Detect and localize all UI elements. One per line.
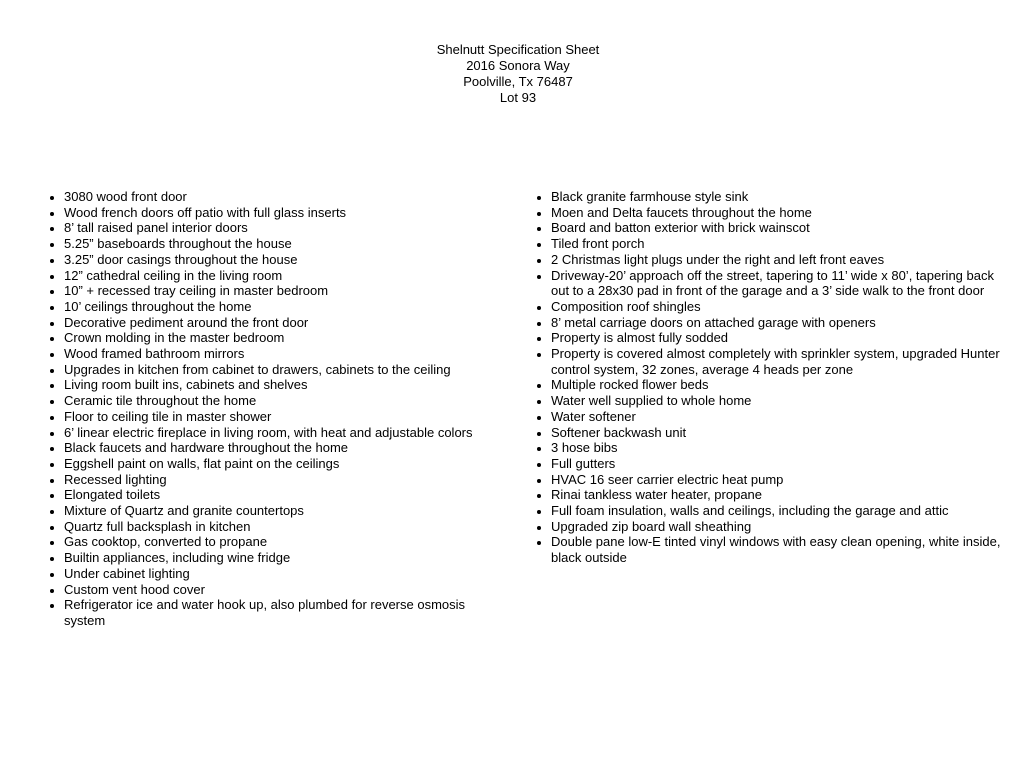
list-item: • Moen and Delta faucets throughout the home — [551, 205, 1001, 221]
list-item: • 12” cathedral ceiling in the living room — [64, 268, 503, 284]
list-item: • Eggshell paint on walls, flat paint on the ceilings — [64, 456, 503, 472]
list-item: • Mixture of Quartz and granite countertops — [64, 503, 503, 519]
list-item: • Floor to ceiling tile in master shower — [64, 409, 503, 425]
list-item: • Composition roof shingles — [551, 299, 1001, 315]
address-line: 2016 Sonora Way — [466, 58, 570, 73]
list-item: • Decorative pediment around the front door — [64, 315, 503, 331]
list-item: • Wood framed bathroom mirrors — [64, 346, 503, 362]
list-item: • Upgrades in kitchen from cabinet to drawers, cabinets to the ceiling — [64, 362, 503, 378]
document-header — [12, 42, 1024, 106]
list-item: • Wood french doors off patio with full glass inserts — [64, 205, 503, 221]
list-item: • Double pane low-E tinted vinyl windows with easy clean opening, white inside, black outside — [551, 534, 1001, 565]
list-item: • Builtin appliances, including wine fridge — [64, 550, 503, 566]
spec-list-right — [527, 189, 1001, 566]
list-item: • 3.25” door casings throughout the house — [64, 252, 503, 268]
list-item: • Board and batton exterior with brick wainscot — [551, 220, 1001, 236]
list-item: • Softener backwash unit — [551, 425, 1001, 441]
list-item: • HVAC 16 seer carrier electric heat pump — [551, 472, 1001, 488]
list-item: • Property is covered almost completely with sprinkler system, upgraded Hunter control system, 32 zones, average 4 heads per zone — [551, 346, 1001, 377]
list-item: • 10” + recessed tray ceiling in master bedroom — [64, 283, 503, 299]
list-item: • Gas cooktop, converted to propane — [64, 534, 503, 550]
list-item: • 8’ tall raised panel interior doors — [64, 220, 503, 236]
list-item: • 6’ linear electric fireplace in living room, with heat and adjustable colors — [64, 425, 503, 441]
list-item: • Ceramic tile throughout the home — [64, 393, 503, 409]
list-item: • Black faucets and hardware throughout the home — [64, 440, 503, 456]
list-item: • Tiled front porch — [551, 236, 1001, 252]
list-item: • Full foam insulation, walls and ceilings, including the garage and attic — [551, 503, 1001, 519]
list-item: • Water well supplied to whole home — [551, 393, 1001, 409]
list-item: • 10’ ceilings throughout the home — [64, 299, 503, 315]
list-item: • Refrigerator ice and water hook up, also plumbed for reverse osmosis system — [64, 597, 503, 628]
lot-number-line: Lot 93 — [499, 90, 537, 105]
list-item: • Multiple rocked flower beds — [551, 377, 1001, 393]
list-item: • 2 Christmas light plugs under the right and left front eaves — [551, 252, 1001, 268]
list-item: • 5.25” baseboards throughout the house — [64, 236, 503, 252]
list-item: • Custom vent hood cover — [64, 582, 503, 598]
list-item: • 8’ metal carriage doors on attached garage with openers — [551, 315, 1001, 331]
list-item: • 3 hose bibs — [551, 440, 1001, 456]
list-item: • 3080 wood front door — [64, 189, 503, 205]
list-item: • Rinai tankless water heater, propane — [551, 487, 1001, 503]
list-item: • Upgraded zip board wall sheathing — [551, 519, 1001, 535]
list-item: • Living room built ins, cabinets and shelves — [64, 377, 503, 393]
spec-list-left — [40, 189, 503, 629]
list-item: • Elongated toilets — [64, 487, 503, 503]
list-item: • Quartz full backsplash in kitchen — [64, 519, 503, 535]
spec-columns — [40, 189, 1001, 629]
list-item: • Driveway-20’ approach off the street, tapering to 11’ wide x 80’, tapering back out to a 28x30 pad in front of the garage and a 3’ side walk to the front door — [551, 268, 1001, 299]
document-title: Shelnutt Specification Sheet — [436, 42, 600, 57]
list-item: • Full gutters — [551, 456, 1001, 472]
list-item: • Under cabinet lighting — [64, 566, 503, 582]
list-item: • Black granite farmhouse style sink — [551, 189, 1001, 205]
list-item: • Water softener — [551, 409, 1001, 425]
list-item: • Crown molding in the master bedroom — [64, 330, 503, 346]
list-item: • Recessed lighting — [64, 472, 503, 488]
city-state-zip-line: Poolville, Tx 76487 — [463, 74, 573, 89]
list-item: • Property is almost fully sodded — [551, 330, 1001, 346]
